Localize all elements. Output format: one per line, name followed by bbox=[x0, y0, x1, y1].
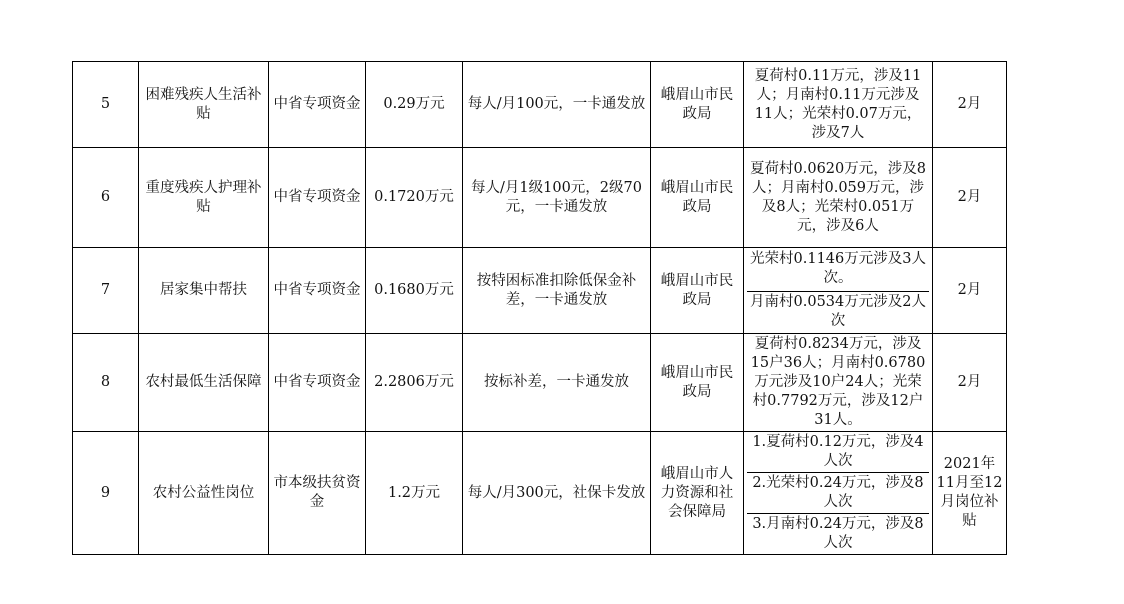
fund-source: 中省专项资金 bbox=[269, 62, 366, 148]
table-row bbox=[73, 432, 1007, 555]
issue-time: 2月 bbox=[933, 334, 1007, 432]
table-row bbox=[73, 148, 1007, 248]
responsible-department: 峨眉山市民政局 bbox=[651, 62, 744, 148]
fund-source: 中省专项资金 bbox=[269, 334, 366, 432]
beneficiary-details bbox=[744, 248, 933, 334]
beneficiary-details bbox=[744, 148, 933, 248]
responsible-department: 峨眉山市民政局 bbox=[651, 248, 744, 334]
fund-table bbox=[72, 61, 1007, 555]
fund-amount: 0.1720万元 bbox=[366, 148, 463, 248]
fund-amount: 0.1680万元 bbox=[366, 248, 463, 334]
row-number: 9 bbox=[73, 432, 139, 555]
issue-time: 2021年11月至12月岗位补贴 bbox=[933, 432, 1007, 555]
subsidy-standard: 每人/月300元，社保卡发放 bbox=[463, 432, 651, 555]
item-name: 农村最低生活保障 bbox=[139, 334, 269, 432]
table-row bbox=[73, 334, 1007, 432]
fund-source: 中省专项资金 bbox=[269, 248, 366, 334]
detail-line: 夏荷村0.8234万元，涉及15户36人；月南村0.6780万元涉及10户24人；光荣村0.7792万元，涉及12户31人。 bbox=[750, 336, 926, 428]
item-name: 困难残疾人生活补贴 bbox=[139, 62, 269, 148]
fund-amount: 1.2万元 bbox=[366, 432, 463, 555]
detail-line: 3.月南村0.24万元，涉及8人次 bbox=[747, 513, 929, 554]
detail-line: 月南村0.0534万元涉及2人次 bbox=[747, 291, 929, 332]
item-name: 居家集中帮扶 bbox=[139, 248, 269, 334]
responsible-department: 峨眉山市人力资源和社会保障局 bbox=[651, 432, 744, 555]
subsidy-standard: 按标补差，一卡通发放 bbox=[463, 334, 651, 432]
issue-time: 2月 bbox=[933, 148, 1007, 248]
fund-source: 中省专项资金 bbox=[269, 148, 366, 248]
issue-time: 2月 bbox=[933, 62, 1007, 148]
subsidy-standard: 按特困标准扣除低保金补差，一卡通发放 bbox=[463, 248, 651, 334]
table-row bbox=[73, 248, 1007, 334]
detail-line: 光荣村0.1146万元涉及3人次。 bbox=[750, 251, 926, 286]
detail-line: 夏荷村0.0620万元，涉及8人；月南村0.059万元，涉及8人；光荣村0.051万元，涉及6人 bbox=[750, 160, 926, 234]
table-row bbox=[73, 62, 1007, 148]
detail-line: 1.夏荷村0.12万元，涉及4人次 bbox=[752, 434, 924, 469]
item-name: 重度残疾人护理补贴 bbox=[139, 148, 269, 248]
beneficiary-details bbox=[744, 334, 933, 432]
beneficiary-details bbox=[744, 432, 933, 555]
subsidy-standard: 每人/月100元，一卡通发放 bbox=[463, 62, 651, 148]
fund-amount: 2.2806万元 bbox=[366, 334, 463, 432]
row-number: 7 bbox=[73, 248, 139, 334]
responsible-department: 峨眉山市民政局 bbox=[651, 334, 744, 432]
fund-source: 市本级扶贫资金 bbox=[269, 432, 366, 555]
issue-time: 2月 bbox=[933, 248, 1007, 334]
row-number: 6 bbox=[73, 148, 139, 248]
row-number: 8 bbox=[73, 334, 139, 432]
fund-amount: 0.29万元 bbox=[366, 62, 463, 148]
detail-line: 2.光荣村0.24万元，涉及8人次 bbox=[747, 472, 929, 513]
detail-line: 夏荷村0.11万元，涉及11人；月南村0.11万元涉及11人；光荣村0.07万元，涉及7人 bbox=[754, 67, 922, 141]
item-name: 农村公益性岗位 bbox=[139, 432, 269, 555]
responsible-department: 峨眉山市民政局 bbox=[651, 148, 744, 248]
row-number: 5 bbox=[73, 62, 139, 148]
beneficiary-details bbox=[744, 62, 933, 148]
subsidy-standard: 每人/月1级100元，2级70元，一卡通发放 bbox=[463, 148, 651, 248]
